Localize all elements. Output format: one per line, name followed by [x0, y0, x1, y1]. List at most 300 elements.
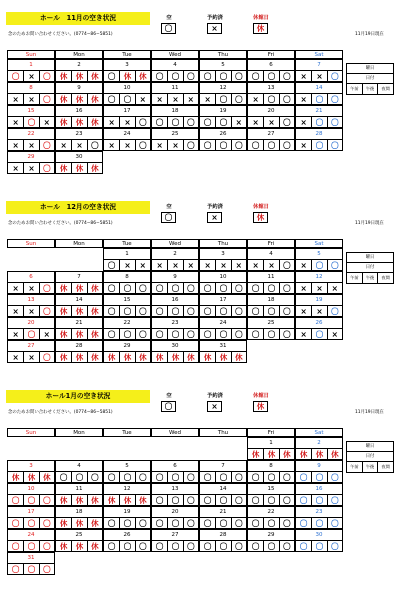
slot-row: [8, 116, 54, 127]
month-section: [0, 201, 406, 394]
day-cell: [151, 506, 199, 529]
day-cell: [55, 294, 103, 317]
day-cell: [55, 529, 103, 552]
available-mark: 〇: [311, 495, 326, 506]
slot-row: [56, 116, 102, 127]
slot-row: [8, 471, 54, 482]
week-row: [7, 105, 343, 128]
booked-mark: ×: [252, 261, 259, 270]
booked-mark: ×: [327, 283, 342, 294]
day-cell: [199, 128, 247, 151]
closed-mark: 休: [71, 541, 86, 552]
available-mark: 〇: [183, 329, 198, 340]
available-mark: 〇: [279, 260, 294, 271]
booked-mark: ×: [23, 163, 38, 174]
weekday-thu: Thu: [199, 428, 247, 437]
day-cell: [151, 82, 199, 105]
slot-row: [8, 139, 54, 150]
day-number: 27: [267, 131, 275, 137]
available-mark: 〇: [215, 329, 230, 340]
available-mark: 〇: [203, 307, 212, 316]
booked-mark: ×: [12, 307, 19, 316]
available-mark: 〇: [11, 519, 20, 528]
available-mark: 〇: [279, 94, 294, 105]
booked-mark: ×: [167, 140, 182, 151]
day-number: 19: [123, 509, 131, 515]
slot-row: [56, 93, 102, 104]
closed-mark: 休: [71, 306, 86, 317]
slot-row: [248, 93, 294, 104]
slot-row: [8, 282, 54, 293]
available-mark: 〇: [231, 71, 246, 82]
slot-row: [104, 116, 150, 127]
slot-row: [296, 448, 342, 459]
booked-mark: ×: [204, 261, 211, 270]
available-mark: 〇: [327, 541, 342, 552]
day-cell: [151, 271, 199, 294]
available-mark: 〇: [215, 94, 230, 105]
day-number: 2: [77, 62, 81, 68]
available-mark: 〇: [231, 94, 246, 105]
day-cell: [199, 82, 247, 105]
weekday-thu: Thu: [199, 239, 247, 248]
available-mark: 〇: [215, 283, 230, 294]
available-mark: 〇: [263, 140, 278, 151]
legend-booked: 予約済: [207, 15, 223, 21]
day-number: 28: [75, 343, 83, 349]
slot-row: [8, 351, 54, 362]
day-cell: [7, 483, 55, 506]
updated-date: 11月19日現在: [355, 32, 384, 37]
month-section: [0, 390, 406, 583]
slot-row: [104, 93, 150, 104]
week-row: [7, 294, 343, 317]
day-number: 12: [315, 274, 323, 280]
weekday-sun: Sun: [7, 428, 55, 437]
available-mark: 〇: [203, 141, 212, 150]
available-mark: 〇: [251, 72, 260, 81]
available-mark: 〇: [203, 284, 212, 293]
booked-mark: ×: [12, 95, 19, 104]
slot-row: [152, 70, 198, 81]
available-mark: 〇: [39, 306, 54, 317]
booked-mark: ×: [300, 72, 307, 81]
available-mark: 〇: [279, 306, 294, 317]
day-number: 17: [27, 509, 35, 515]
day-number: 13: [267, 85, 275, 91]
slot-row: [8, 328, 54, 339]
slot-row: [200, 517, 246, 528]
slot-row: [248, 282, 294, 293]
available-mark: 〇: [183, 518, 198, 529]
day-cell: [7, 317, 55, 340]
closed-mark: 休: [87, 352, 102, 363]
weekday-header: [7, 50, 343, 59]
slot-row: [8, 305, 54, 316]
weekday-wed: Wed: [151, 50, 199, 59]
booked-mark: ×: [167, 260, 182, 271]
available-mark: 〇: [311, 117, 326, 128]
day-cell: [103, 59, 151, 82]
day-cell: [199, 529, 247, 552]
day-cell: [295, 437, 343, 460]
available-mark: 〇: [251, 330, 260, 339]
available-mark: 〇: [167, 541, 182, 552]
available-mark: 〇: [155, 473, 164, 482]
day-number: 23: [315, 509, 323, 515]
closed-mark: 休: [203, 353, 212, 362]
available-mark: 〇: [39, 94, 54, 105]
booked-mark: ×: [311, 283, 326, 294]
available-mark: 〇: [167, 117, 182, 128]
day-cell: [55, 105, 103, 128]
available-mark: 〇: [59, 473, 68, 482]
booked-mark: ×: [39, 117, 54, 128]
closed-mark: 休: [39, 472, 54, 483]
booked-mark: ×: [300, 118, 307, 127]
closed-mark: 休: [87, 518, 102, 529]
available-mark: 〇: [155, 330, 164, 339]
day-cell: [103, 248, 151, 271]
day-cell: [247, 529, 295, 552]
day-number: 1: [125, 251, 129, 257]
day-number: 3: [221, 251, 225, 257]
week-row: [7, 340, 343, 363]
day-number: 8: [269, 463, 273, 469]
day-cell: [295, 506, 343, 529]
slot-row: [8, 93, 54, 104]
closed-mark: 休: [59, 307, 68, 316]
available-mark: 〇: [119, 518, 134, 529]
day-cell: [295, 483, 343, 506]
available-mark: 〇: [263, 329, 278, 340]
day-number: 23: [75, 131, 83, 137]
slot-row: [248, 517, 294, 528]
day-number: 31: [219, 343, 227, 349]
available-mark: 〇: [155, 542, 164, 551]
available-mark: 〇: [327, 306, 342, 317]
closed-mark: 休: [71, 163, 86, 174]
available-mark: 〇: [155, 284, 164, 293]
slot-row: [248, 305, 294, 316]
day-number: 4: [173, 62, 177, 68]
day-cell: [7, 529, 55, 552]
day-cell: [247, 506, 295, 529]
available-mark: 〇: [215, 306, 230, 317]
available-mark: 〇: [251, 473, 260, 482]
closed-mark: 休: [59, 330, 68, 339]
available-mark: 〇: [215, 71, 230, 82]
day-cell: [55, 271, 103, 294]
day-cell: [247, 105, 295, 128]
closed-mark: 休: [11, 473, 20, 482]
day-cell: [103, 271, 151, 294]
slot-row: [200, 116, 246, 127]
month-title: ホール 11月の空き状況: [6, 12, 150, 25]
closed-mark: 休: [87, 283, 102, 294]
available-mark: 〇: [231, 306, 246, 317]
booked-mark: ×: [300, 261, 307, 270]
available-mark: 〇: [203, 519, 212, 528]
day-number: 27: [171, 532, 179, 538]
slot-row: [104, 139, 150, 150]
closed-mark: 休: [327, 449, 342, 460]
available-mark: 〇: [327, 518, 342, 529]
available-mark: 〇: [119, 472, 134, 483]
day-cell: [55, 317, 103, 340]
day-number: 21: [219, 509, 227, 515]
available-mark: 〇: [215, 140, 230, 151]
weekday-sat: Sat: [295, 428, 343, 437]
day-number: 15: [27, 108, 35, 114]
available-mark: 〇: [279, 472, 294, 483]
available-mark: 〇: [39, 71, 54, 82]
day-cell: [103, 105, 151, 128]
available-mark: 〇: [311, 94, 326, 105]
available-mark: 〇: [183, 140, 198, 151]
weekday-fri: Fri: [247, 50, 295, 59]
slot-row: [104, 282, 150, 293]
day-cell: [7, 506, 55, 529]
weekday-mon: Mon: [55, 239, 103, 248]
weekday-sun: Sun: [7, 50, 55, 59]
day-cell: [295, 460, 343, 483]
day-number: 5: [221, 62, 225, 68]
day-cell: [151, 483, 199, 506]
legend-booked-box: ×: [207, 23, 222, 34]
available-mark: 〇: [311, 140, 326, 151]
available-mark: 〇: [107, 542, 116, 551]
side-weekday-label: 曜日: [347, 253, 393, 263]
closed-mark: 休: [135, 352, 150, 363]
day-number: 13: [27, 297, 35, 303]
available-mark: 〇: [279, 140, 294, 151]
available-mark: 〇: [135, 472, 150, 483]
day-cell: [103, 460, 151, 483]
weekday-header: [7, 428, 343, 437]
day-cell: [151, 294, 199, 317]
day-cell: [295, 248, 343, 271]
slot-row: [104, 70, 150, 81]
month-title: ホール 12月の空き状況: [6, 201, 150, 214]
day-number: 20: [267, 108, 275, 114]
side-slot-labels: [347, 462, 393, 472]
weekday-thu: Thu: [199, 50, 247, 59]
slot-row: [104, 517, 150, 528]
slot-legend-table: [346, 441, 394, 473]
available-mark: 〇: [23, 495, 38, 506]
day-number: 5: [317, 251, 321, 257]
available-mark: 〇: [183, 71, 198, 82]
slot-row: [8, 563, 54, 574]
booked-mark: ×: [231, 260, 246, 271]
available-mark: 〇: [231, 541, 246, 552]
available-mark: 〇: [203, 118, 212, 127]
available-mark: 〇: [279, 283, 294, 294]
day-number: 7: [221, 463, 225, 469]
closed-mark: 休: [71, 117, 86, 128]
booked-mark: ×: [12, 141, 19, 150]
available-mark: 〇: [231, 283, 246, 294]
day-number: 17: [219, 297, 227, 303]
slot-row: [200, 259, 246, 270]
available-mark: 〇: [203, 496, 212, 505]
closed-mark: 休: [231, 352, 246, 363]
day-number: 7: [317, 62, 321, 68]
available-mark: 〇: [107, 95, 116, 104]
slot-row: [104, 471, 150, 482]
week-row: [7, 317, 343, 340]
available-mark: 〇: [23, 117, 38, 128]
month-title: ホール1月の空き状況: [6, 390, 150, 403]
legend-closed-box: 休: [253, 23, 268, 34]
side-weekday-label: 曜日: [347, 442, 393, 452]
day-number: 4: [269, 251, 273, 257]
contact-note: 念のためお問い合わせください。(0774−86−5851): [8, 32, 113, 37]
available-mark: 〇: [299, 473, 308, 482]
slot-row: [200, 328, 246, 339]
booked-mark: ×: [12, 330, 19, 339]
day-number: 14: [219, 486, 227, 492]
legend-available: 空: [166, 204, 172, 210]
side-date-label: 日付: [347, 452, 393, 462]
available-mark: 〇: [327, 260, 342, 271]
closed-mark: 休: [87, 541, 102, 552]
closed-mark: 休: [59, 496, 68, 505]
slot-row: [104, 259, 150, 270]
weekday-wed: Wed: [151, 428, 199, 437]
available-mark: 〇: [263, 495, 278, 506]
available-mark: 〇: [135, 518, 150, 529]
closed-mark: 休: [135, 71, 150, 82]
calendar-grid: [7, 239, 343, 363]
day-number: 3: [125, 62, 129, 68]
day-number: 20: [27, 320, 35, 326]
available-mark: 〇: [279, 518, 294, 529]
available-mark: 〇: [23, 564, 38, 575]
side-slot-label: 午後: [362, 273, 378, 283]
booked-mark: ×: [300, 307, 307, 316]
available-mark: 〇: [119, 283, 134, 294]
day-number: 16: [171, 297, 179, 303]
week-row: [7, 529, 343, 552]
day-number: 16: [75, 108, 83, 114]
day-number: 19: [315, 297, 323, 303]
side-slot-label: 午前: [350, 275, 359, 280]
weekday-wed: Wed: [151, 239, 199, 248]
available-mark: 〇: [263, 71, 278, 82]
available-mark: 〇: [107, 72, 116, 81]
day-number: 26: [315, 320, 323, 326]
closed-mark: 休: [167, 352, 182, 363]
day-number: 3: [29, 463, 33, 469]
slot-legend-table: [346, 252, 394, 284]
day-cell: [103, 128, 151, 151]
available-mark: 〇: [167, 71, 182, 82]
slot-row: [248, 448, 294, 459]
closed-mark: 休: [87, 94, 102, 105]
available-mark: 〇: [119, 329, 134, 340]
available-mark: 〇: [231, 518, 246, 529]
available-mark: 〇: [327, 117, 342, 128]
available-mark: 〇: [155, 519, 164, 528]
day-cell: [7, 128, 55, 151]
calendar-grid: [7, 50, 343, 174]
day-cell: [247, 248, 295, 271]
booked-mark: ×: [12, 353, 19, 362]
week-row: [7, 151, 343, 174]
available-mark: 〇: [327, 495, 342, 506]
booked-mark: ×: [300, 330, 307, 339]
day-cell: [151, 248, 199, 271]
week-row: [7, 506, 343, 529]
available-mark: 〇: [327, 140, 342, 151]
day-number: 11: [171, 85, 179, 91]
day-number: 31: [27, 555, 35, 561]
slot-row: [56, 139, 102, 150]
available-mark: 〇: [135, 140, 150, 151]
day-number: 19: [219, 108, 227, 114]
day-cell: [55, 506, 103, 529]
day-cell: [247, 317, 295, 340]
day-cell: [55, 151, 103, 174]
available-mark: 〇: [135, 117, 150, 128]
closed-mark: 休: [71, 495, 86, 506]
closed-mark: 休: [87, 495, 102, 506]
side-slot-labels: [347, 273, 393, 283]
closed-mark: 休: [299, 450, 308, 459]
day-cell: [7, 552, 55, 575]
updated-date: 11月19日現在: [355, 410, 384, 415]
day-number: 27: [27, 343, 35, 349]
day-number: 12: [219, 85, 227, 91]
closed-mark: 休: [119, 71, 134, 82]
available-mark: 〇: [167, 329, 182, 340]
legend-booked: 予約済: [207, 393, 223, 399]
weekday-tue: Tue: [103, 428, 151, 437]
closed-mark: 休: [107, 496, 116, 505]
day-cell: [247, 82, 295, 105]
day-number: 9: [173, 274, 177, 280]
slot-row: [296, 93, 342, 104]
available-mark: 〇: [183, 495, 198, 506]
day-number: 22: [267, 509, 275, 515]
slot-row: [200, 494, 246, 505]
closed-mark: 休: [71, 518, 86, 529]
legend-closed: 休館日: [253, 204, 269, 210]
slot-row: [152, 517, 198, 528]
day-cell: [247, 271, 295, 294]
day-cell: [7, 105, 55, 128]
slot-row: [56, 328, 102, 339]
booked-mark: ×: [231, 117, 246, 128]
closed-mark: 休: [71, 94, 86, 105]
day-number: 6: [269, 62, 273, 68]
day-number: 26: [219, 131, 227, 137]
booked-mark: ×: [252, 95, 259, 104]
day-cell: [199, 483, 247, 506]
booked-mark: ×: [311, 71, 326, 82]
available-mark: 〇: [107, 261, 116, 270]
slot-row: [200, 93, 246, 104]
available-mark: 〇: [299, 542, 308, 551]
available-mark: 〇: [183, 283, 198, 294]
available-mark: 〇: [215, 495, 230, 506]
day-cell: [151, 105, 199, 128]
slot-row: [296, 282, 342, 293]
slot-row: [8, 70, 54, 81]
available-mark: 〇: [183, 472, 198, 483]
